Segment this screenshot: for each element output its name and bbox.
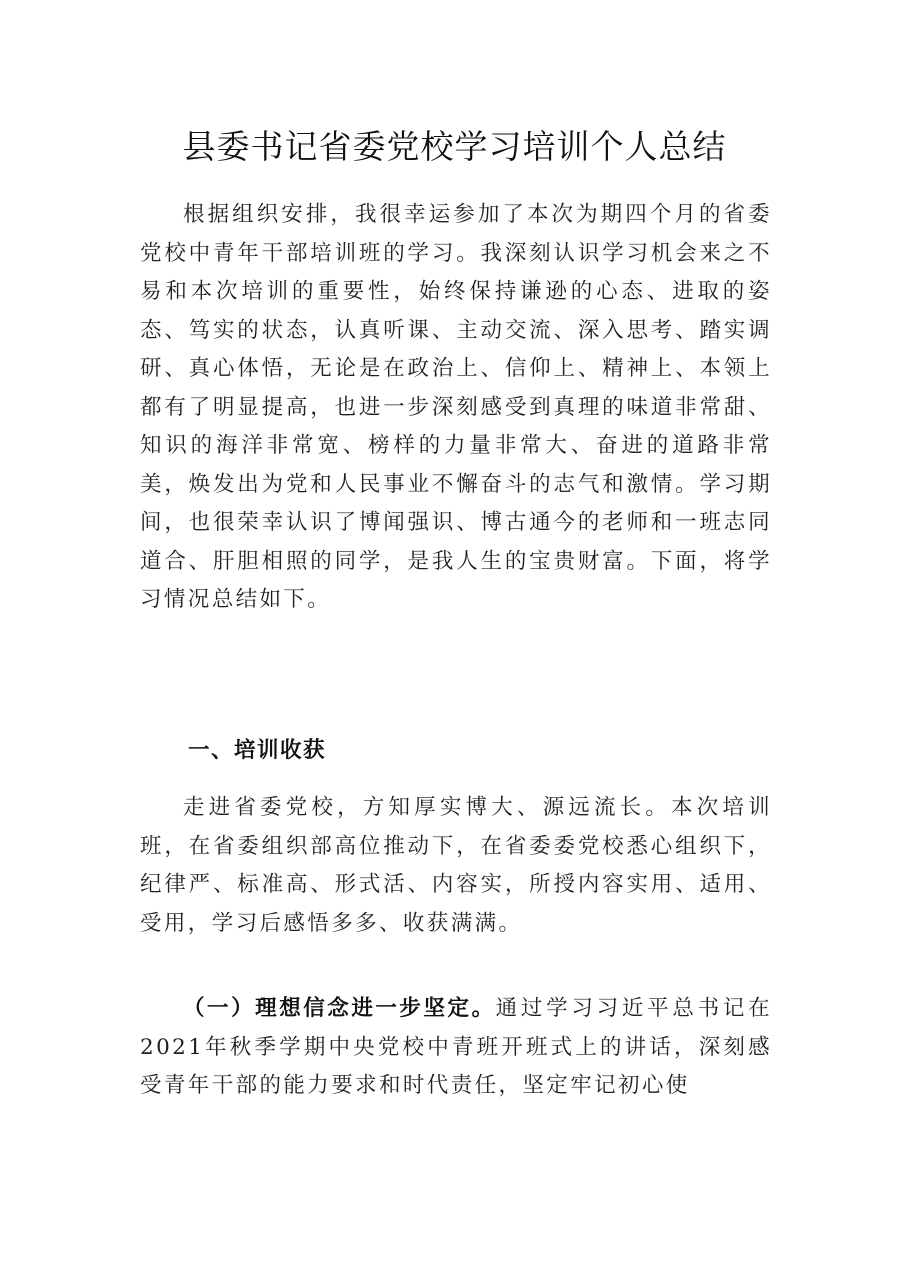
section-heading-training-gains: 一、培训收获	[188, 738, 327, 763]
subsection1-paragraph	[140, 990, 772, 1106]
intro-paragraph: 根据组织安排，我很幸运参加了本次为期四个月的省委党校中青年干部培训班的学习。我深刻认识学习机会来之不易和本次培训的重要性，始终保持谦逊的心态、进取的姿态、笃实的状态，认真听课、主动交流、深入思考、踏实调研、真心体悟，无论是在政治上、信仰上、精神上、本领上都有了明显提高，也进一步深刻感受到真理的味道非常甜、知识的海洋非常宽、榜样的力量非常大、奋进的道路非常美，焕发出为党和人民事业不懈奋斗的志气和激情。学习期间，也很荣幸认识了博闻强识、博古通今的老师和一班志同道合、肝胆相照的同学，是我人生的宝贵财富。下面，将学习情况总结如下。	[140, 202, 772, 612]
section1-paragraph: 走进省委党校，方知厚实博大、源远流长。本次培训班，在省委组织部高位推动下，在省委委党校悉心组织下，纪律严、标准高、形式活、内容实，所授内容实用、适用、受用，学习后感悟多多、收获满满。	[140, 795, 772, 936]
subsection1-lead: （一）理想信念进一步坚定。	[183, 996, 496, 1021]
document-title: 县委书记省委党校学习培训个人总结	[182, 127, 727, 166]
subsection1-body: 通过学习习近平总书记在2021年秋季学期中央党校中青班开班式上的讲话，深刻感受青年干部的能力要求和时代责任，坚定牢记初心使	[140, 996, 772, 1098]
